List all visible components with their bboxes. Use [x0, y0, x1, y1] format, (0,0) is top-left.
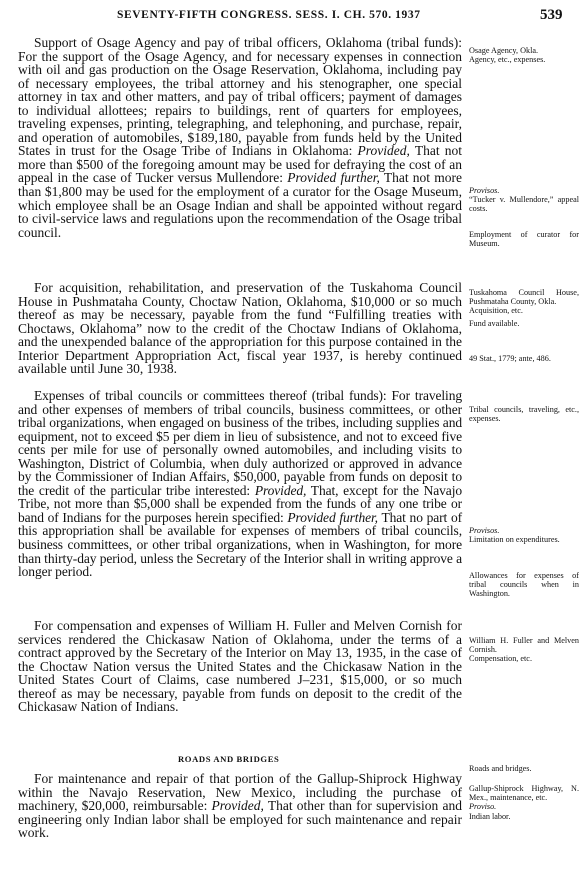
margin-note-councils	[469, 405, 579, 423]
note-limitation: Limitation on expenditures.	[469, 535, 560, 545]
osage-text-3: That not more than $1,800 may be used for the employment of a curator for the Osage Museum, which employee shall be an Osage Indian and shall be appointed without regard to civil-service laws and regulations upon the recommendation of the Osage tribal council.	[18, 170, 463, 240]
margin-note-osage	[469, 46, 579, 64]
paragraph-tribal-councils	[18, 389, 462, 619]
margin-note-stat	[469, 354, 579, 363]
margin-note-gallup	[469, 784, 579, 821]
note-fuller-compensation: Compensation, etc.	[469, 654, 532, 664]
councils-proviso: Provided,	[254, 482, 307, 498]
note-osage-agency: Osage Agency, Okla.	[469, 46, 539, 55]
note-allowances: Allowances for expenses of tribal councils when in Washington.	[469, 571, 579, 599]
councils-text-3: That no part of this appropriation shall be available for expenses of members of tribal councils, business committees, or other tribal organizations, when in Washington, for more than thirty-day period, unless the Secretary of the Interior shall in writing approve a longer period.	[18, 509, 462, 580]
margin-note-roads	[469, 764, 579, 773]
note-acquisition: Acquisition, etc.	[469, 306, 523, 316]
note-gallup: Gallup-Shiprock Highway, N. Mex., maintenance, etc.	[469, 784, 579, 803]
paragraph-tuskahoma: For acquisition, rehabilitation, and preservation of the Tuskahoma Council House in Pushmataha County, Choctaw Nation, Oklahoma, $10,000 or so much thereof as may be necessary, payable from the fund “Fulfilling treaties with Choctaws, Oklahoma” now to the credit of the Choctaw Indians of Oklahoma, and the unexpended balance of the appropriation for this purpose contained in the Interior Department Appropriation Act, fiscal year 1937, is hereby continued available until June 30, 1938.	[18, 280, 462, 377]
paragraph-roads	[18, 772, 462, 840]
note-tucker: “Tucker v. Mullendore,” appeal costs.	[469, 195, 579, 214]
councils-text-2: That, except for the Navajo Tribe, not more than $5,000 shall be expended from the funds of any one tribe or band of Indians for the purposes herein specified:	[18, 482, 463, 525]
roads-proviso: Provided,	[211, 798, 264, 814]
note-fund: Fund available.	[469, 318, 520, 328]
note-indian-labor: Indian labor.	[469, 811, 511, 821]
margin-note-allowances	[469, 571, 579, 599]
running-header	[0, 9, 582, 25]
note-agency-expenses: Agency, etc., expenses.	[469, 55, 546, 65]
margin-note-fuller	[469, 636, 579, 664]
running-title: SEVENTY-FIFTH CONGRESS. SESS. I. CH. 570. 1937	[117, 9, 421, 21]
note-curator: Employment of curator for Museum.	[469, 230, 579, 249]
osage-text-2: That not more than $500 of the foregoing amount may be used for defraying the cost of an appeal in the case of Tucker versus Mullendore:	[18, 143, 462, 186]
page-number: 539	[540, 7, 563, 23]
margin-note-provisos	[469, 186, 579, 214]
roads-text-1: For maintenance and repair of that portion of the Gallup-Shiprock Highway within the Navajo Reservation, New Mexico, including the purchase of machinery, $20,000, reimbursable:	[18, 771, 462, 814]
note-roads: Roads and bridges.	[469, 764, 532, 773]
note-tuskahoma: Tuskahoma Council House, Pushmataha County, Okla.	[469, 288, 579, 307]
main-text	[18, 36, 462, 739]
paragraph-osage-agency	[18, 36, 462, 281]
section-heading-roads: ROADS AND BRIDGES	[178, 754, 280, 764]
note-provisos: Provisos.	[469, 186, 500, 195]
osage-text-1: Support of Osage Agency and pay of tribal officers, Oklahoma (tribal funds): For the support of the Osage Agency, and for necessary expenses in connection with oil and gas production on the Osage Reservation, Oklahoma, including pay of necessary employees, the tribal attorney and his stenographer, one special attorney in tax and other matters, and pay of tribal officers; payment of damages to individual allottees; repairs to buildings, rent of quarters for employees, traveling expenses, printing, telegraphing, and telephoning, and purchase, repair, and operation of automobiles, $189,180, payable from funds held by the United States in trust for the Osage Tribe of Indians in Oklahoma:	[18, 35, 462, 159]
margin-note-tuskahoma	[469, 288, 579, 328]
paragraph-fuller: For compensation and expenses of William H. Fuller and Melven Cornish for services rendered the Chickasaw Nation of Oklahoma, under the terms of a contract approved by the Secretary of the Interior on May 13, 1935, in the case of the Choctaw Nation versus the United States and the Chickasaw Nation in the United States Court of Claims, case numbered J–231, $15,000, or so much thereof as may be necessary, payable from funds on deposit to the credit of the Chickasaw Nation of Indians.	[18, 618, 462, 715]
main-text-roads	[18, 772, 462, 840]
note-stat: 49 Stat., 1779; ante, 486.	[469, 354, 551, 363]
note-fuller: William H. Fuller and Melven Cornish.	[469, 636, 579, 655]
note-provisos-2: Provisos.	[469, 526, 500, 535]
osage-proviso: Provided,	[357, 143, 410, 159]
councils-proviso-further: Provided further,	[287, 509, 378, 525]
councils-text-1: Expenses of tribal councils or committees thereof (tribal funds): For traveling and other expenses of members of tribal councils, business committees, or other tribal organizations, when engaged on business of the tribes, including supplies and equipment, not to exceed $5 per diem in lieu of subsistence, and not to exceed five cents per mile for use of personally owned automobiles, and including visits to Washington, District of Columbia, when duly authorized or approved in advance by the Commissioner of Indian Affairs, $50,000, payable from funds on deposit to the credit of the particular tribe interested:	[18, 388, 462, 498]
margin-note-curator	[469, 230, 579, 248]
note-proviso: Proviso.	[469, 802, 497, 812]
margin-note-limitation	[469, 526, 579, 544]
osage-proviso-further: Provided further,	[287, 170, 380, 186]
note-tribal-councils: Tribal councils, traveling, etc., expenses.	[469, 405, 579, 424]
roads-text-2: That other than for supervision and engineering only Indian labor shall be employed for such maintenance and repair work.	[18, 798, 462, 841]
